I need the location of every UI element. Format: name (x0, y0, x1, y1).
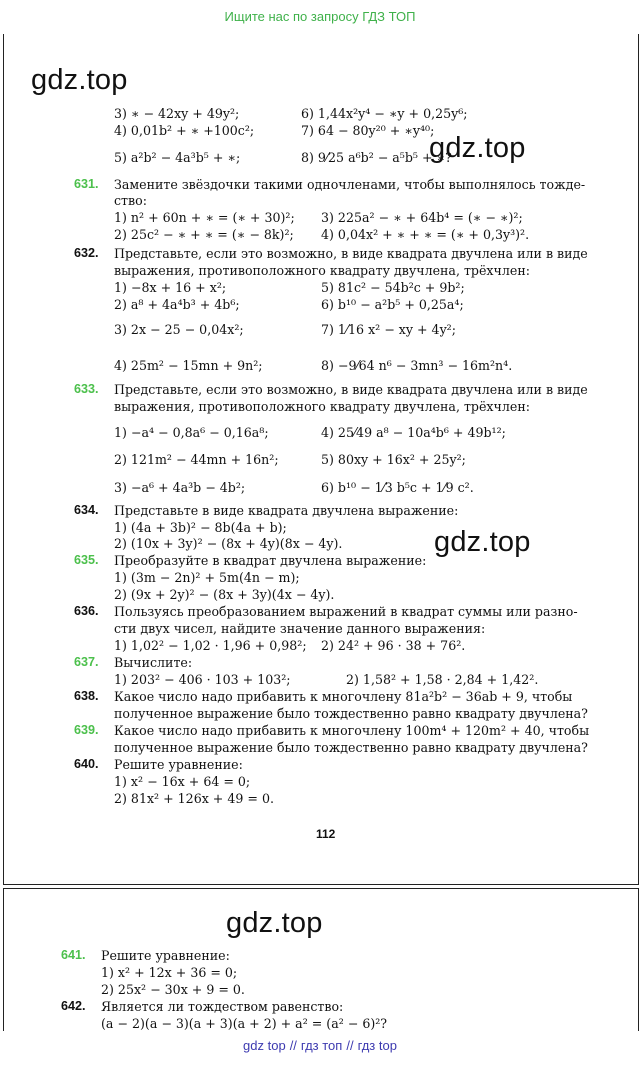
textbook-page-113 (3, 888, 639, 1031)
top-banner[interactable]: Ищите нас по запросу ГДЗ ТОП (224, 9, 416, 24)
bottom-link[interactable]: gdz top (243, 1038, 286, 1053)
problem-text: Преобразуйте в квадрат двучлена выражение: (114, 553, 427, 568)
item: 7) 1⁄16 x² − xy + 4y²; (321, 322, 456, 337)
problem-number: 640. (74, 757, 99, 771)
problem-number: 635. (74, 553, 99, 567)
page-number: 112 (316, 827, 336, 841)
bottom-links (0, 1038, 640, 1053)
item: 1) 1,02² − 1,02 · 1,96 + 0,98²; (114, 638, 307, 653)
watermark: gdz.top (226, 907, 323, 939)
item: 4) 25⁄49 a⁸ − 10a⁴b⁶ + 49b¹²; (321, 425, 506, 440)
problem-number: 633. (74, 382, 99, 396)
problem-text: Решите уравнение: (114, 757, 243, 772)
problem-text: Представьте, если это возможно, в виде квадрата двучлена или в виде (114, 246, 588, 261)
item: 5) 80xy + 16x² + 25y²; (321, 452, 466, 467)
item: 1) n² + 60n + ∗ = (∗ + 30)²; (114, 210, 295, 225)
problem-number: 631. (74, 177, 99, 191)
item: 2) 25x² − 30x + 9 = 0. (101, 982, 245, 997)
item: 3) −a⁶ + 4a³b − 4b²; (114, 480, 246, 495)
item: 2) 121m² − 44mn + 16n²; (114, 452, 279, 467)
problem-text: Представьте, если это возможно, в виде квадрата двучлена или в виде (114, 382, 588, 397)
item: 3) 225a² − ∗ + 64b⁴ = (∗ − ∗)²; (321, 210, 523, 225)
problem-text: Решите уравнение: (101, 948, 230, 963)
item: 2) (10x + 3y)² − (8x + 4y)(8x − 4y). (114, 536, 343, 551)
textbook-page-112 (3, 34, 639, 885)
item: 2) (9x + 2y)² − (8x + 3y)(4x − 4y). (114, 587, 335, 602)
link-separator: // (289, 1038, 297, 1053)
problem-text: Вычислите: (114, 655, 193, 670)
item: 8) 9⁄25 a⁶b² − a⁵b⁵ + ∗? (301, 150, 452, 165)
item: 2) a⁸ + 4a⁴b³ + 4b⁶; (114, 297, 240, 312)
item: 2) 81x² + 126x + 49 = 0. (114, 791, 274, 806)
problem-text: выражения, противоположного квадрату двучлена, трёхчлен: (114, 263, 530, 278)
item: 2) 1,58² + 1,58 · 2,84 + 1,42². (346, 672, 539, 687)
item: 1) (3m − 2n)² + 5m(4n − m); (114, 570, 300, 585)
watermark: gdz.top (31, 64, 128, 96)
problem-number: 641. (61, 948, 86, 962)
problem-text: полученное выражение было тождественно равно квадрату двучлена? (114, 706, 588, 721)
problem-text: Какое число надо прибавить к многочлену 81a²b² − 36ab + 9, чтобы (114, 689, 573, 704)
item: 6) b¹⁰ − 1⁄3 b⁵c + 1⁄9 c². (321, 480, 474, 495)
bottom-link[interactable]: гдз top (357, 1038, 397, 1053)
problem-text: полученное выражение было тождественно равно квадрату двучлена? (114, 740, 588, 755)
item: 1) (4a + 3b)² − 8b(4a + b); (114, 520, 287, 535)
problem-number: 634. (74, 503, 99, 517)
item: 3) 2x − 25 − 0,04x²; (114, 322, 244, 337)
item: 6) b¹⁰ − a²b⁵ + 0,25a⁴; (321, 297, 464, 312)
problem-text: выражения, противоположного квадрату двучлена, трёхчлен: (114, 399, 530, 414)
problem-number: 637. (74, 655, 99, 669)
item: 5) 81c² − 54b²c + 9b²; (321, 280, 465, 295)
item: 6) 1,44x²y⁴ − ∗y + 0,25y⁶; (301, 106, 468, 121)
problem-text: Замените звёздочки такими одночленами, чтобы выполнялось тожде- (114, 177, 586, 192)
item: 3) ∗ − 42xy + 49y²; (114, 106, 240, 121)
item: (a − 2)(a − 3)(a + 3)(a + 2) + a² = (a² − 6)²? (101, 1016, 388, 1031)
item: 1) x² − 16x + 64 = 0; (114, 774, 251, 789)
item: 2) 24² + 96 · 38 + 76². (321, 638, 466, 653)
item: 1) x² + 12x + 36 = 0; (101, 965, 238, 980)
item: 4) 0,01b² + ∗ +100c²; (114, 123, 255, 138)
problem-text: сти двух чисел, найдите значение данного выражения: (114, 621, 486, 636)
link-separator: // (346, 1038, 354, 1053)
problem-number: 636. (74, 604, 99, 618)
problem-number: 639. (74, 723, 99, 737)
item: 4) 0,04x² + ∗ + ∗ = (∗ + 0,3y³)². (321, 227, 530, 242)
problem-number: 642. (61, 999, 86, 1013)
bottom-link[interactable]: гдз топ (300, 1038, 343, 1053)
item: 7) 64 − 80y²⁰ + ∗y⁴⁰; (301, 123, 435, 138)
problem-text: Является ли тождеством равенство: (101, 999, 344, 1014)
problem-text: ство: (114, 193, 147, 208)
item: 1) 203² − 406 · 103 + 103²; (114, 672, 291, 687)
item: 2) 25c² − ∗ + ∗ = (∗ − 8k)²; (114, 227, 294, 242)
problem-text: Пользуясь преобразованием выражений в квадрат суммы или разно- (114, 604, 578, 619)
item: 1) −a⁴ − 0,8a⁶ − 0,16a⁸; (114, 425, 269, 440)
item: 4) 25m² − 15mn + 9n²; (114, 358, 263, 373)
problem-number: 638. (74, 689, 99, 703)
problem-text: Представьте в виде квадрата двучлена выражение: (114, 503, 459, 518)
problem-number: 632. (74, 246, 99, 260)
watermark: gdz.top (429, 132, 526, 164)
item: 1) −8x + 16 + x²; (114, 280, 227, 295)
item: 5) a²b² − 4a³b⁵ + ∗; (114, 150, 241, 165)
item: 8) −9⁄64 n⁶ − 3mn³ − 16m²n⁴. (321, 358, 513, 373)
problem-text: Какое число надо прибавить к многочлену 100m⁴ + 120m² + 40, чтобы (114, 723, 590, 738)
watermark: gdz.top (434, 526, 531, 558)
